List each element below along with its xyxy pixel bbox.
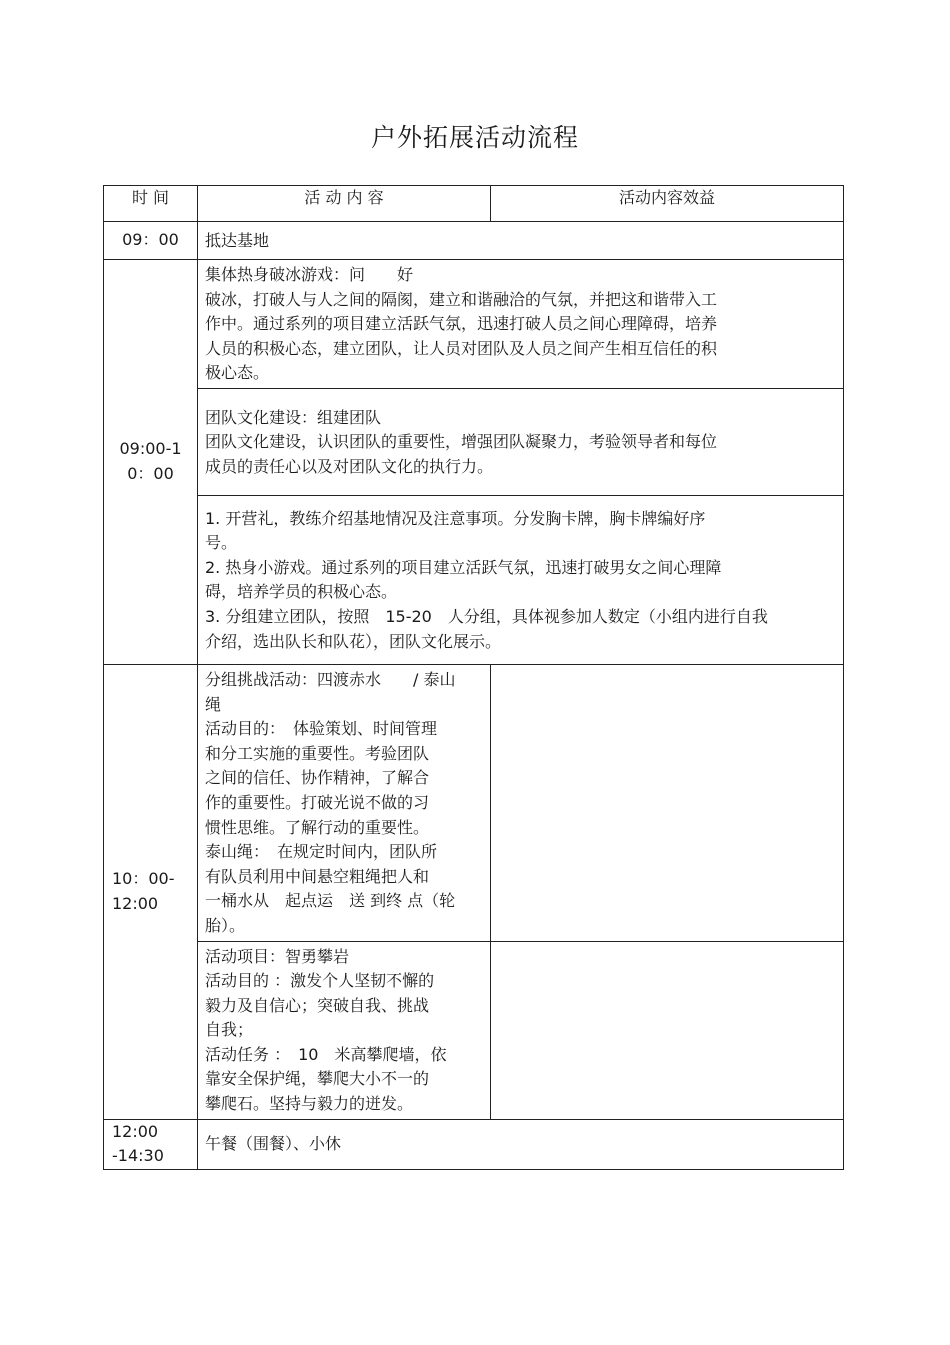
time-end: 12:00 bbox=[112, 893, 159, 913]
content-cell: 午餐（围餐）、小休 bbox=[198, 1119, 844, 1169]
table-row-group-challenge bbox=[104, 664, 844, 941]
time-end: 0：00 bbox=[127, 463, 174, 483]
text-line: 1. 开营礼，教练介绍基地情况及注意事项。分发胸卡牌，胸卡牌编好序 bbox=[205, 508, 706, 528]
text-line: 号。 bbox=[205, 533, 238, 553]
text-line: 集体热身破冰游戏：问 好 bbox=[205, 265, 414, 284]
time-start: 12:00 bbox=[112, 1121, 159, 1141]
text-line: 攀爬石。坚持与毅力的迸发。 bbox=[205, 1094, 414, 1114]
text-line: 作的重要性。打破光说不做的习 bbox=[205, 792, 430, 812]
text-line: 绳 bbox=[205, 694, 222, 714]
header-content: 活 动 内 容 bbox=[198, 186, 491, 222]
schedule-table bbox=[103, 185, 844, 1170]
text-line: 胎）。 bbox=[205, 915, 246, 935]
text-line: 毅力及自信心；突破自我、挑战 bbox=[205, 995, 430, 1015]
text-line: 自我； bbox=[205, 1020, 254, 1040]
text-line: 之间的信任、协作精神，了解合 bbox=[205, 768, 430, 788]
text-line: 碍，培养学员的积极心态。 bbox=[205, 582, 398, 602]
page-title: 户外拓展活动流程 bbox=[370, 123, 579, 152]
content-cell bbox=[198, 495, 844, 664]
text-line: 泰山绳： 在规定时间内，团队所 bbox=[205, 842, 438, 862]
benefit-cell bbox=[491, 664, 844, 941]
text-line: 作中。通过系列的项目建立活跃气氛，迅速打破人员之间心理障碍，培养 bbox=[205, 314, 718, 334]
table-row-arrive bbox=[104, 222, 844, 260]
content-cell bbox=[198, 260, 844, 389]
text-line: 团队文化建设：组建团队 bbox=[205, 407, 382, 427]
time-cell: 09：00 bbox=[104, 222, 198, 260]
table-row-steps bbox=[104, 495, 844, 664]
text-line: 惯性思维。了解行动的重要性。 bbox=[205, 817, 430, 837]
text-line: 活动任务 ： 10 米高攀爬墙，依 bbox=[205, 1044, 447, 1064]
content-cell bbox=[198, 664, 491, 941]
text-line: 一桶水从 起点运 送 到终 点（轮 bbox=[205, 891, 456, 911]
header-row bbox=[104, 186, 844, 222]
time-cell bbox=[104, 260, 198, 665]
text-line: 成员的责任心以及对团队文化的执行力。 bbox=[205, 456, 494, 476]
time-cell bbox=[104, 1119, 198, 1169]
text-line: 活动目的 ：激发个人坚韧不懈的 bbox=[205, 971, 435, 991]
time-end: -14:30 bbox=[112, 1146, 164, 1166]
text-line: 2. 热身小游戏。通过系列的项目建立活跃气氛，迅速打破男女之间心理障 bbox=[205, 557, 722, 577]
content-cell bbox=[198, 941, 491, 1119]
text-line: 和分工实施的重要性。考验团队 bbox=[205, 743, 430, 763]
text-line: 团队文化建设，认识团队的重要性，增强团队凝聚力，考验领导者和每位 bbox=[205, 432, 718, 452]
text-line: 活动目的： 体验策划、时间管理 bbox=[205, 719, 438, 739]
content-cell bbox=[198, 388, 844, 495]
text-line: 破冰，打破人与人之间的隔阂，建立和谐融洽的气氛，并把这和谐带入工 bbox=[205, 289, 718, 309]
header-time: 时 间 bbox=[104, 186, 198, 222]
time-start: 10：00- bbox=[112, 869, 175, 889]
benefit-cell bbox=[491, 941, 844, 1119]
text-line: 分组挑战活动：四渡赤水 / 泰山 bbox=[205, 669, 456, 689]
header-benefit: 活动内容效益 bbox=[491, 186, 844, 222]
text-line: 极心态。 bbox=[205, 363, 270, 383]
time-start: 09:00-1 bbox=[119, 439, 182, 459]
time-cell bbox=[104, 664, 198, 1119]
text-line: 介绍，选出队长和队花），团队文化展示。 bbox=[205, 631, 502, 651]
table-row-icebreak bbox=[104, 260, 844, 389]
table-row-climbing bbox=[104, 941, 844, 1119]
text-line: 活动项目：智勇攀岩 bbox=[205, 946, 350, 966]
table-row-culture bbox=[104, 388, 844, 495]
text-line: 有队员利用中间悬空粗绳把人和 bbox=[205, 866, 430, 886]
text-line: 3. 分组建立团队，按照 15-20 人分组，具体视参加人数定（小组内进行自我 bbox=[205, 607, 768, 627]
text-line: 人员的积极心态，建立团队，让人员对团队及人员之间产生相互信任的积 bbox=[205, 338, 718, 358]
content-cell: 抵达基地 bbox=[198, 222, 844, 260]
table-row-lunch bbox=[104, 1119, 844, 1169]
text-line: 靠安全保护绳，攀爬大小不一的 bbox=[205, 1069, 430, 1089]
